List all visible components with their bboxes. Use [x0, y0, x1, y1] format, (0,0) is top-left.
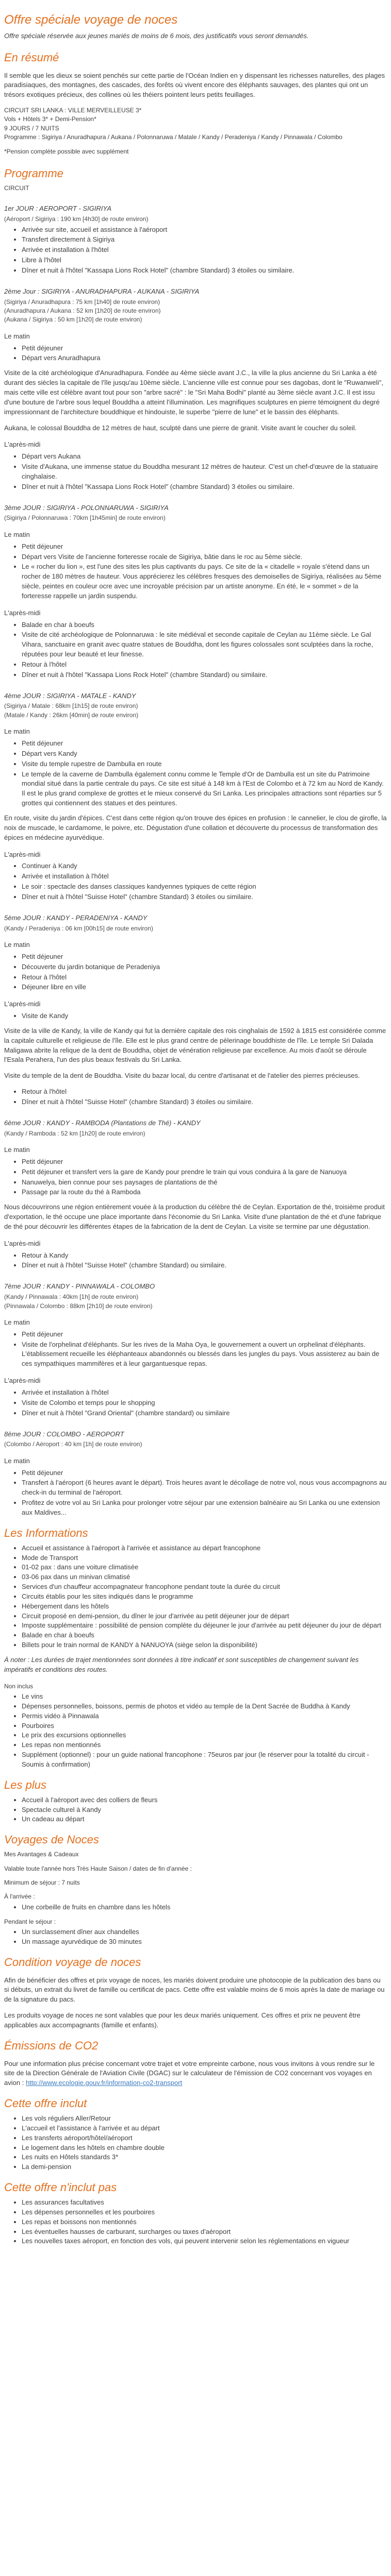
day-item-list — [4, 1157, 387, 1197]
day-list-item: • Dîner et nuit à l'hôtel "Kassapa Lions Rock Hotel" (chambre Standard) ou similaire. — [22, 670, 387, 680]
day-item-list — [4, 1251, 387, 1271]
information-item: • 03-06 pax dans un minivan climatisé — [22, 1572, 387, 1582]
day-item-list — [4, 952, 387, 992]
day-route: (Anuradhapura / Aukana : 52 km [1h20] de route environ) — [4, 307, 161, 314]
noces-arrival-item: • Une corbeille de fruits en chambre dans les hôtels — [22, 1903, 387, 1912]
day-list-item: • Visite du temple rupestre de Dambulla en route — [22, 759, 387, 769]
day-list-item: • Profitez de votre vol au Sri Lanka pour prolonger votre séjour par une extension balnéaire au Sri Lanka ou une extension aux Maldives... — [22, 1498, 387, 1518]
conditions-text-1: Afin de bénéficier des offres et prix voyage de noces, les mariés doivent produire une photocopie de la publication des bans ou si débuts, un extrait du livret de famille ou certificat de pacs. Cette offre est valable moins de 6 mois après la date de mariage ou de la signature du pacs. — [4, 1976, 385, 2004]
day-list-item: • Petit déjeuner — [22, 952, 387, 962]
circuit-formula: Vols + Hôtels 3* + Demi-Pension* — [4, 115, 96, 123]
day-route: (Sigiriya / Polonnaruwa : 70km [1h45min] de route environ) — [4, 514, 166, 522]
circuit-name: CIRCUIT SRI LANKA : VILLE MERVEILLEUSE 3* — [4, 107, 142, 114]
day-list-item: • Départ vers Aukana — [22, 452, 387, 462]
day-title: 3ème JOUR : SIGIRIYA - POLONNARUWA - SIGIRIYA — [4, 503, 169, 512]
day-block — [4, 913, 387, 1107]
day-section-label: L'après-midi — [4, 608, 41, 617]
information-item: • Services d'un chauffeur accompagnateur francophone pendant toute la durée du circuit — [22, 1582, 387, 1592]
day-section-label: L'après-midi — [4, 440, 41, 449]
excluded-item: • Les nouvelles taxes aéroport, en fonction des vols, qui peuvent intervenir selon les réglementations en vigueur — [22, 2236, 387, 2246]
information-item: • Billets pour le train normal de KANDY à NANUOYA (siège selon la disponibilité) — [22, 1640, 387, 1650]
plus-item: • Spectacle culturel à Kandy — [22, 1805, 387, 1815]
excluded-heading: Cette offre n'inclut pas — [4, 2181, 117, 2194]
conditions-heading: Condition voyage de noces — [4, 1955, 141, 1969]
day-block — [4, 1118, 387, 1271]
day-route: (Pinnawala / Colombo : 88km [2h10] de route environ) — [4, 1302, 153, 1310]
day-list-item: • Transfert à l'aéroport (6 heures avant le départ). Trois heures avant le décollage de notre vol, nous vous accompagnons au check-in du terminal de l'aéroport. — [22, 1478, 387, 1498]
day-title: 7ème JOUR : KANDY - PINNAWALA - COLOMBO — [4, 1282, 155, 1291]
day-list-item: • Départ vers Kandy — [22, 749, 387, 759]
not-included-item: • Le prix des excursions optionnelles — [22, 1731, 387, 1740]
excluded-item: • Les dépenses personnelles et les pourboires — [22, 2208, 387, 2217]
excluded-list — [4, 2198, 387, 2246]
day-section-label: Le matin — [4, 727, 30, 736]
day-list-item: • Visite de Colombo et temps pour le shopping — [22, 1398, 387, 1408]
day-item-list — [4, 861, 387, 902]
day-block — [4, 691, 387, 902]
day-paragraph: Nous découvrirons une région entièrement vouée à la production du célèbre thé de Ceylan. Exportation de thé, troisième produit d'exportation, le thé occupe une place importante dans l'économie du Sri Lanka. Visite d'une plantation de thé et d'une fabrique de thé pour découvrir les différentes étapes de la fabrication de la dent de Ceylan. La visite se termine par une dégustation. — [4, 1203, 385, 1230]
informations-heading: Les Informations — [4, 1526, 88, 1539]
not-included-item: • Supplément (optionnel) : pour un guide national francophone : 75euros par jour (le réserver pour la totalité du circuit - Soumis à confirmation) — [22, 1750, 387, 1770]
day-item-list — [4, 542, 387, 601]
day-list-item: • Visite de l'orphelinat d'éléphants. Sur les rives de la Maha Oya, le gouvernement a ouvert un orphelinat d'éléphants. L'établissement recueille les éléphanteaux abandonnés ou blessés dans les jungles du pays. Vous assisterez au bain de ces sympathiques mammifères et à leur gargantuesque repas. — [22, 1340, 387, 1369]
day-section-label: Le matin — [4, 1146, 30, 1154]
plus-list — [4, 1795, 387, 1825]
information-item: • Balade en char à boeufs — [22, 1631, 387, 1640]
day-list-item: • Déjeuner libre en ville — [22, 982, 387, 992]
not-included-item: • Dépenses personnelles, boissons, permis de photos et vidéo au temple de la Dent Sacrée de Buddha à Kandy — [22, 1702, 387, 1711]
noces-stay-item: • Un massage ayurvédique de 30 minutes — [22, 1937, 387, 1947]
day-route: (Matale / Kandy : 26km [40min] de route environ) — [4, 711, 139, 719]
day-item-list — [4, 1468, 387, 1518]
day-title: 2ème Jour : SIGIRIYA - ANURADHAPURA - AUKANA - SIGIRIYA — [4, 287, 200, 295]
informations-list — [4, 1544, 387, 1650]
day-list-item: • Départ vers Visite de l'ancienne forteresse rocale de Sigiriya, bâtie dans le roc au 5ème siècle. — [22, 552, 387, 562]
day-paragraph: Visite du temple de la dent de Bouddha. Visite du bazar local, du centre d'artisanat et de l'atelier des pierres précieuses. — [4, 1072, 360, 1080]
day-list-item: • Dîner et nuit à l'hôtel "Suisse Hotel" (chambre Standard) 3 étoiles ou similaire. — [22, 892, 387, 902]
day-item-list — [4, 225, 387, 276]
day-paragraph: En route, visite du jardin d'épices. C'est dans cette région qu'on trouve des épices en profusion : le cannelier, le clou de girofle, la noix de muscade, le cardamome, le poivre, etc. Dégustation d'une collation et découverte du processus de transformation des épices en médecine ayurvédique. — [4, 814, 387, 841]
information-item: • Accueil et assistance à l'aéroport à l'arrivée et assistance au départ francophone — [22, 1544, 387, 1553]
day-item-list — [4, 344, 387, 364]
day-section-label: L'après-midi — [4, 1000, 41, 1008]
not-included-list — [4, 1692, 387, 1770]
day-block — [4, 287, 387, 492]
day-title: 1er JOUR : AEROPORT - SIGIRIYA — [4, 205, 112, 213]
day-list-item: • Le soir : spectacle des danses classiques kandyennes typiques de cette région — [22, 882, 387, 892]
included-item: • Les vols réguliers Aller/Retour — [22, 2114, 387, 2124]
day-item-list — [4, 1087, 387, 1107]
included-item: • Les nuits en Hôtels standards 3* — [22, 2153, 387, 2162]
conditions-text-2: Les produits voyage de noces ne sont valables que pour les deux mariés uniquement. Ces offres et prix ne peuvent être applicables aux accompagnants (famille et enfants). — [4, 2011, 361, 2029]
programme-heading: Programme — [4, 167, 63, 180]
plus-heading: Les plus — [4, 1778, 46, 1791]
day-block — [4, 204, 387, 275]
day-list-item: • Transfert directement à Sigiriya — [22, 235, 387, 245]
noces-intro: Mes Avantages & Cadeaux — [4, 1851, 79, 1858]
day-list-item: • Retour à Kandy — [22, 1251, 387, 1261]
information-item: • 01-02 pax : dans une voiture climatisée — [22, 1563, 387, 1572]
day-route: (Kandy / Ramboda : 52 km [1h20] de route environ) — [4, 1129, 145, 1137]
day-list-item: • Dîner et nuit à l'hôtel "Kassapa Lions Rock Hotel" (chambre Standard) 3 étoiles ou similaire. — [22, 482, 387, 492]
day-route: (Colombo / Aéroport : 40 km [1h] de route environ) — [4, 1440, 142, 1448]
day-title: 4ème JOUR : SIGIRIYA - MATALE - KANDY — [4, 691, 136, 700]
day-section-label: Le matin — [4, 940, 30, 948]
summary-text: Il semble que les dieux se soient penchés sur cette partie de l'Océan Indien en y dispensant les richesses naturelles, des plages paradisiaques, des montagnes, des cascades, des forêts où vivent encore des éléphants sauvages, des plantes qui ont un trésors exotiques précieux, des collines où les théiers pointent leurs petits feuillages. — [4, 71, 385, 99]
day-item-list — [4, 620, 387, 680]
information-item: • Mode de Transport — [22, 1553, 387, 1563]
day-list-item: • Retour à l'hôtel — [22, 660, 387, 670]
noces-validity: Valable toute l'année hors Très Haute Saison / dates de fin d'année : — [4, 1865, 192, 1872]
informations-note: À noter : Les durées de trajet mentionnées sont données à titre indicatif et sont susceptibles de changement suivant les impératifs et conditions des routes. — [4, 1656, 359, 1673]
day-list-item: • Petit déjeuner — [22, 1157, 387, 1167]
not-included-label: Non inclus — [4, 1682, 34, 1690]
day-paragraph: Aukana, le colossal Bouddha de 12 mètres de haut, sculpté dans une pierre de granit. Visite avant le coucher du soleil. — [4, 423, 357, 432]
co2-text — [4, 2059, 387, 2089]
day-section-label: L'après-midi — [4, 1377, 41, 1385]
noces-min-stay: Minimum de séjour : 7 nuits — [4, 1878, 80, 1886]
day-section-label: Le matin — [4, 530, 30, 538]
day-list-item: • Le temple de la caverne de Dambulla également connu comme le Temple d'Or de Dambulla est un site du Patrimoine mondial situé dans la partie centrale du pays. Ce site est situé à 148 km à l'Est de Colombo et à 72 km au Nord de Kandy. Il est le plus grand complexe de grottes et le mieux conservé du Sri Lanka. Les principales attractions sont réparties sur 5 grottes qui contiennent des statues et des peintures. — [22, 770, 387, 808]
day-paragraph: Visite de la cité archéologique d'Anuradhapura. Fondée au 4ème siècle avant J.C., la ville la plus ancienne du Sri Lanka a été durant des siècles la capitale de l'île jusqu'au 10ème siècle. L'ancienne ville est connue pour ses dagobas, dont le "Ruwanweli", mais cette ville est célèbre avant tout pour son "arbre sacré" : le "Sri Maha Bodhi" planté au 3ème siècle avant J.C. Il est issu d'une bouture de l'arbre sous lequel Bouddha a atteint l'illumination. Les magnifiques sculptures en pierre témoignent du degré impressionnant de l'architecture bouddhique et hindouiste, le superbe "pierre de lune" et le bassin des éléphants. — [4, 369, 384, 416]
co2-text-body: Pour une information plus précise concernant votre trajet et votre empreinte carbone, nous vous invitons à vous rendre sur le site de la Direction Générale de l'Aviation Civile (DGAC) sur le calculateur de l'émission de CO2 concernant vos voyages en avion : — [4, 2059, 375, 2087]
day-list-item: • Passage par la route du thé à Ramboda — [22, 1188, 387, 1197]
circuit-meta — [4, 106, 387, 156]
day-list-item: • Petit déjeuner — [22, 344, 387, 353]
included-item: • La demi-pension — [22, 2162, 387, 2172]
noces-arrival-list — [4, 1903, 387, 1912]
page-subtitle: Offre spéciale réservée aux jeunes mariés de moins de 6 mois, des justificatifs vous seront demandés. — [4, 31, 309, 40]
day-list-item: • Visite d'Aukana, une immense statue du Bouddha mesurant 12 mètres de hauteur. C'est un chef-d'œuvre de la statuaire cinghalaise. — [22, 462, 387, 482]
information-item: • Imposte supplémentaire : possibilité de pension complète du déjeuner le jour d'arrivée au petit déjeuner du jour de départ — [22, 1621, 387, 1631]
included-heading: Cette offre inclut — [4, 2097, 87, 2110]
day-list-item: • Balade en char à boeufs — [22, 620, 387, 630]
day-item-list — [4, 1330, 387, 1369]
page-title: Offre spéciale voyage de noces — [4, 13, 178, 27]
circuit-pension-note: *Pension complète possible avec supplément — [4, 147, 129, 155]
circuit-programme: Programme : Sigiriya / Anuradhapura / Aukana / Polonnaruwa / Matale / Kandy / Peradeniya / Kandy / Pinnawala / Colombo — [4, 133, 343, 141]
day-list-item: • Arrivée et installation à l'hôtel — [22, 1388, 387, 1398]
day-list-item: • Retour à l'hôtel — [22, 1087, 387, 1097]
information-item: • Hébergement dans les hôtels — [22, 1602, 387, 1612]
day-list-item: • Visite de Kandy — [22, 1011, 387, 1021]
day-list-item: • Retour à l'hôtel — [22, 973, 387, 982]
day-list-item: • Dîner et nuit à l'hôtel "Suisse Hotel" (chambre Standard) ou similaire. — [22, 1261, 387, 1270]
not-included-item: • Pourboires — [22, 1721, 387, 1731]
day-list-item: • Nanuwelya, bien connue pour ses paysages de plantations de thé — [22, 1178, 387, 1188]
day-item-list — [4, 1388, 387, 1418]
day-section-label: L'après-midi — [4, 1239, 41, 1247]
day-item-list — [4, 1011, 387, 1021]
day-list-item: • Arrivée sur site, accueil et assistance à l'aéroport — [22, 225, 387, 235]
day-list-item: • Dîner et nuit à l'hôtel "Grand Oriental" (chambre standard) ou similaire — [22, 1409, 387, 1418]
day-section-label: L'après-midi — [4, 850, 41, 858]
day-route: (Kandy / Pinnawala : 40km [1h] de route environ) — [4, 1293, 139, 1301]
day-list-item: • Arrivée et installation à l'hôtel — [22, 872, 387, 882]
noces-stay-list — [4, 1927, 387, 1947]
day-route: (Aukana / Sigiriya : 50 km [1h20] de route environ) — [4, 316, 142, 324]
plus-item: • Un cadeau au départ — [22, 1815, 387, 1824]
information-item: • Circuit proposé en demi-pension, du dîner le jour d'arrivée au petit déjeuner jour de départ — [22, 1612, 387, 1621]
summary-heading: En résumé — [4, 50, 59, 64]
day-paragraph: Visite de la ville de Kandy, la ville de Kandy qui fut la dernière capitale des rois cinghalais de 1592 à 1815 est considérée comme la capitale culturelle et religieuse de l'île. Elle est le plus grand centre de pèlerinage bouddhiste de l'île. Le temple Sri Dalada Maligawa abrite la relique de la dent de Bouddha, objet de vénération religieuse par excellence. Au mois d'août se déroule l'Esala Perahera, l'un des plus beaux festivals du Sri Lanka. — [4, 1026, 386, 1064]
noces-arrival-label: À l'arrivée : — [4, 1893, 35, 1901]
information-item: • Circuits établis pour les sites indiqués dans le programme — [22, 1592, 387, 1602]
day-route: (Kandy / Peradeniya : 06 km [00h15] de route environ) — [4, 924, 153, 932]
not-included-item: • Le vins — [22, 1692, 387, 1702]
day-list-item: • Continuer à Kandy — [22, 861, 387, 871]
day-title: 8ème JOUR : COLOMBO - AEROPORT — [4, 1430, 124, 1438]
included-item: • L'accueil et l'assistance à l'arrivée et au départ — [22, 2124, 387, 2133]
plus-item: • Accueil à l'aéroport avec des colliers de fleurs — [22, 1795, 387, 1805]
day-list-item: • Le « rocher du lion », est l'une des sites les plus captivants du pays. Ce site de la « citadelle » royale s'étend dans un rocher de 180 mètres de hauteur. Vous apprécierez les célèbres fresques des demoiselles de Sigiriya, réalisées au 5ème siècle, peintes en couleur ocre avec une incroyable précision par un artiste anonyme. En été, le « sommet » de la forteresse rappelle un jardin suspendu. — [22, 562, 387, 601]
noces-stay-item: • Un surclassement dîner aux chandelles — [22, 1927, 387, 1937]
included-item: • Les transferts aéroport/hôtel/aéroport — [22, 2133, 387, 2143]
day-list-item: • Petit déjeuner — [22, 739, 387, 749]
day-list-item: • Petit déjeuner — [22, 1330, 387, 1340]
day-list-item: • Visite de cité archéologique de Polonnaruwa : le site médiéval et seconde capitale de Ceylan au 11ème siècle. Le Gal Vihara, sanctuaire en granit avec quatre statues de Bouddha, dont les figures colossales sont sculptées dans la roche, réputées pour leur beauté et leur finesse. — [22, 630, 387, 659]
day-section-label: Le matin — [4, 1456, 30, 1465]
day-list-item: • Petit déjeuner — [22, 1468, 387, 1478]
day-section-label: Le matin — [4, 332, 30, 340]
day-list-item: • Dîner et nuit à l'hôtel "Suisse Hotel" (chambre Standard) 3 étoiles ou similaire. — [22, 1097, 387, 1107]
programme-days — [4, 204, 387, 1518]
day-block — [4, 1430, 387, 1518]
excluded-item: • Les éventuelles hausses de carburant, surcharges ou taxes d'aéroport — [22, 2227, 387, 2237]
day-title: 5ème JOUR : KANDY - PERADENIYA - KANDY — [4, 913, 148, 922]
day-list-item: • Petit déjeuner — [22, 542, 387, 552]
co2-heading: Émissions de CO2 — [4, 2039, 99, 2052]
day-section-label: Le matin — [4, 1318, 30, 1326]
day-route: (Sigiriya / Anuradhapura : 75 km [1h40] de route environ) — [4, 298, 160, 306]
day-list-item: • Arrivée et installation à l'hôtel — [22, 245, 387, 255]
day-block — [4, 1282, 387, 1418]
not-included-item: • Permis vidéo à Pinnawala — [22, 1711, 387, 1721]
not-included-item: • Les repas non mentionnés — [22, 1740, 387, 1750]
co2-link[interactable]: http://www.ecologie.gouv.fr/information-co2-transport — [25, 2079, 183, 2087]
noces-stay-label: Pendant le séjour : — [4, 1918, 56, 1925]
day-item-list — [4, 739, 387, 808]
day-list-item: • Libre à l'hôtel — [22, 256, 387, 265]
day-block — [4, 503, 387, 680]
day-item-list — [4, 452, 387, 492]
day-route: (Sigiriya / Matale : 68km [1h15] de route environ) — [4, 702, 138, 710]
excluded-item: • Les repas et boissons non mentionnés — [22, 2217, 387, 2227]
circuit-duration: 9 JOURS / 7 NUITS — [4, 124, 59, 132]
excluded-item: • Les assurances facultatives — [22, 2198, 387, 2208]
included-list — [4, 2114, 387, 2172]
day-list-item: • Départ vers Anuradhapura — [22, 353, 387, 363]
day-list-item: • Petit déjeuner et transfert vers la gare de Kandy pour prendre le train qui vous conduira à la gare de Nanuoya — [22, 1167, 387, 1177]
day-list-item: • Découverte du jardin botanique de Peradeniya — [22, 962, 387, 972]
circuit-label: CIRCUIT — [4, 184, 29, 192]
day-route: (Aéroport / Sigiriya : 190 km [4h30] de route environ) — [4, 215, 149, 223]
included-item: • Le logement dans les hôtels en chambre double — [22, 2143, 387, 2153]
day-list-item: • Dîner et nuit à l'hôtel "Kassapa Lions Rock Hotel" (chambre Standard) 3 étoiles ou similaire. — [22, 266, 387, 276]
day-title: 6ème JOUR : KANDY - RAMBODA (Plantations de Thé) - KANDY — [4, 1118, 201, 1127]
noces-heading: Voyages de Noces — [4, 1833, 99, 1846]
